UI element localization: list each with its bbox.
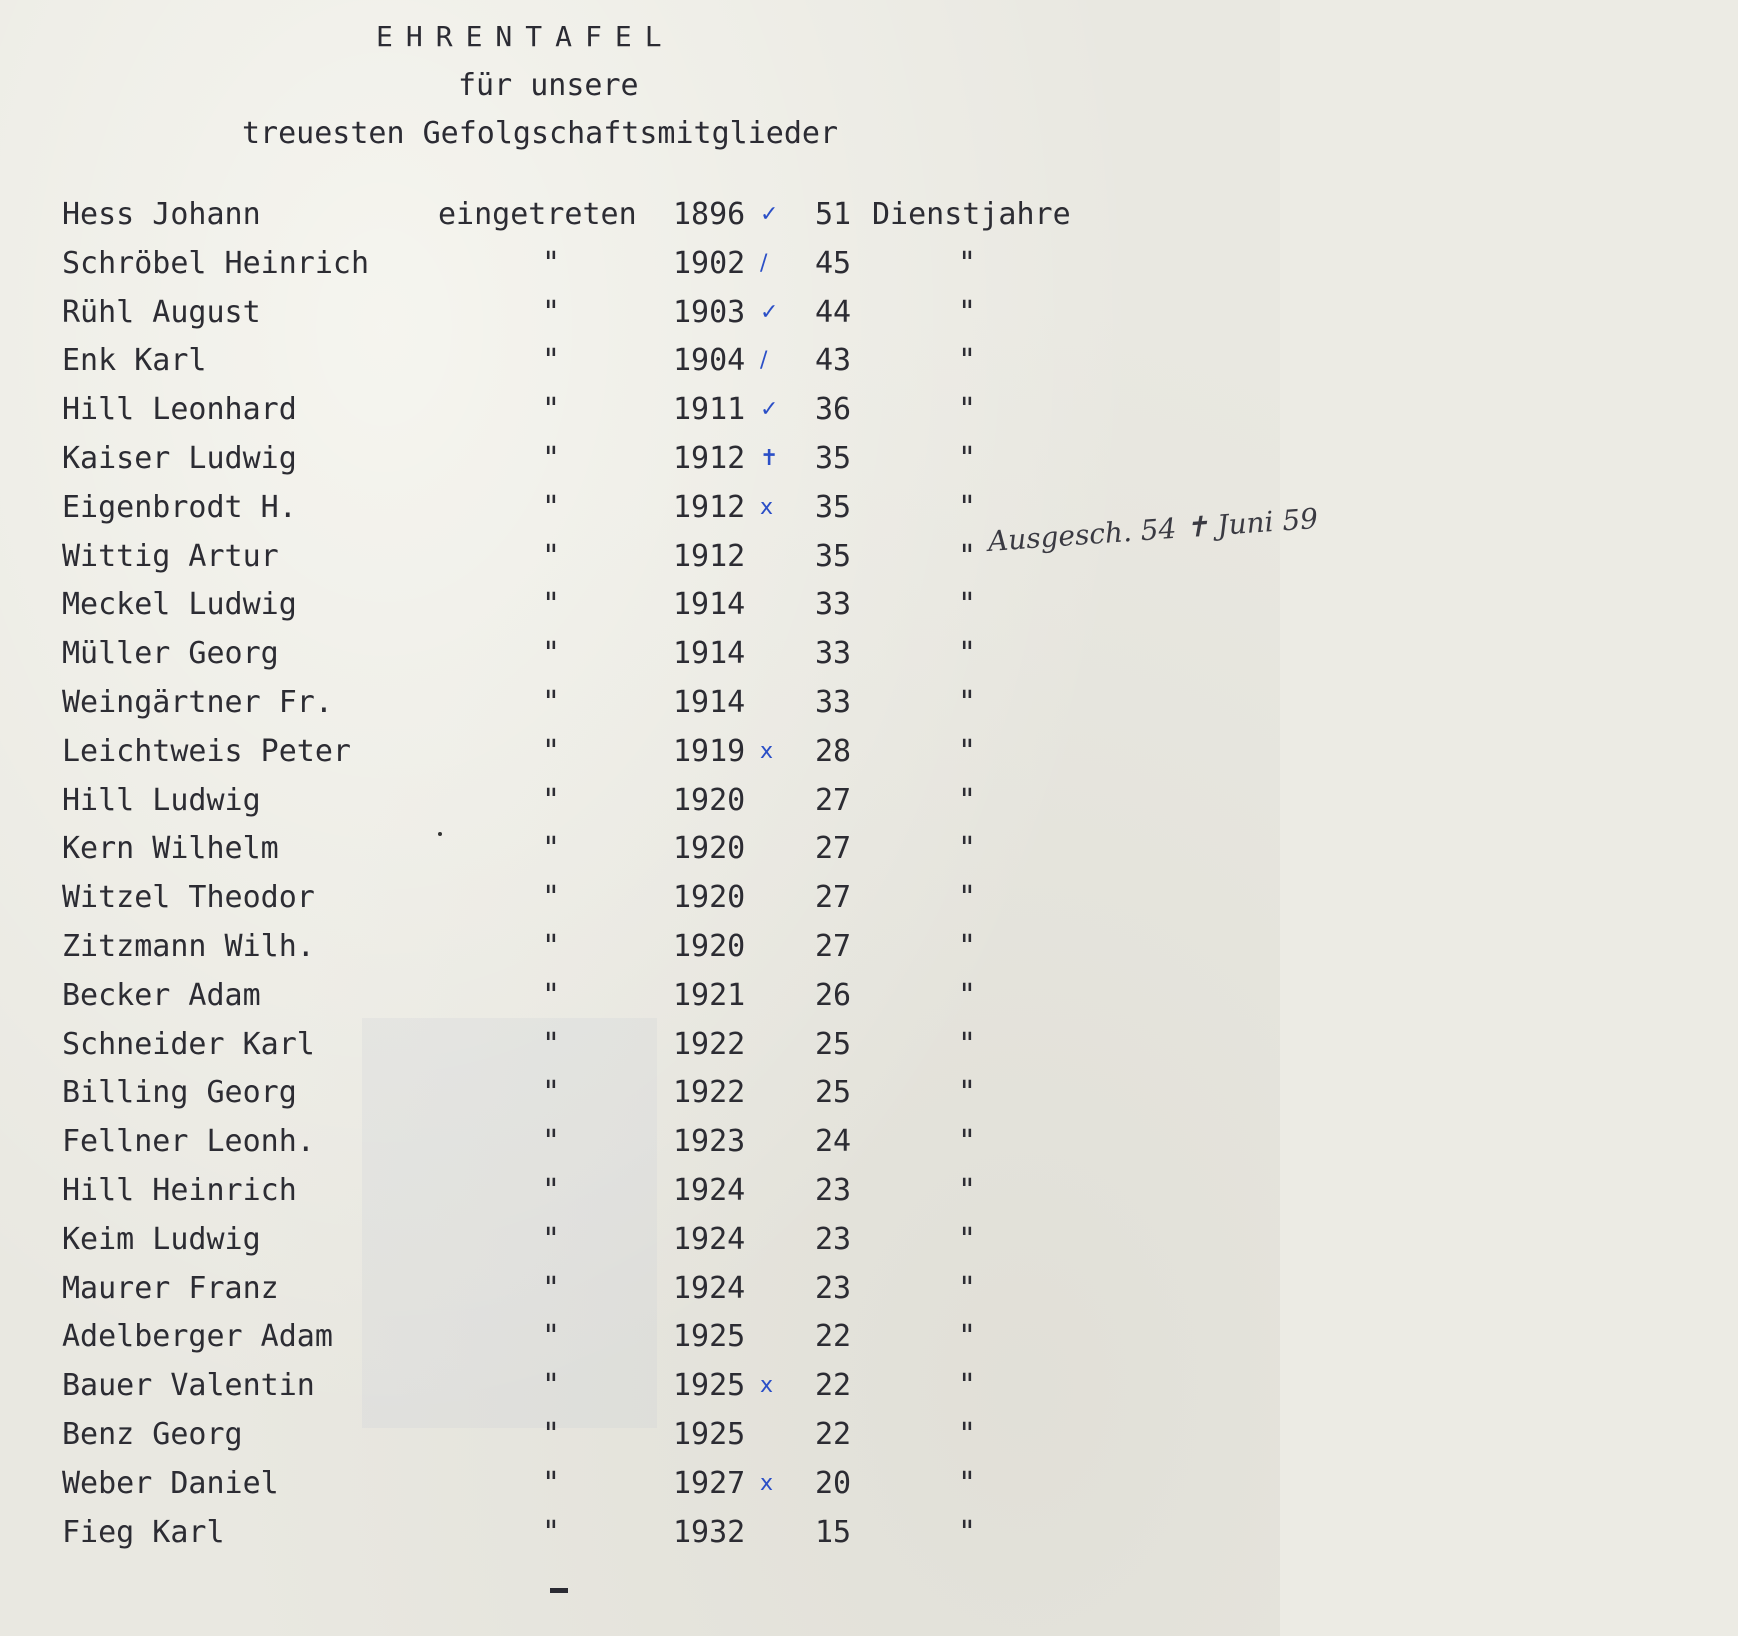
table-row	[0, 1218, 1280, 1262]
table-row	[0, 925, 1280, 969]
joined-label: "	[542, 977, 561, 1013]
service-unit: "	[958, 1173, 977, 1208]
service-years: 20	[815, 1465, 852, 1501]
joined-label: "	[542, 392, 561, 428]
service-years: 35	[815, 489, 852, 525]
pencil-mark: ✝	[760, 446, 779, 471]
table-row	[0, 1413, 1280, 1457]
service-unit: "	[958, 392, 977, 428]
joined-label: "	[542, 343, 561, 379]
service-years: 25	[815, 1075, 852, 1111]
member-name: Witzel Theodor	[62, 880, 315, 916]
member-name: Zitzmann Wilh.	[62, 929, 315, 964]
member-name: Fieg Karl	[62, 1514, 225, 1550]
service-unit: "	[958, 733, 977, 769]
entry-year: 1924	[673, 1173, 746, 1208]
service-years: 22	[815, 1319, 852, 1355]
entry-year: 1925	[673, 1319, 746, 1355]
joined-label: "	[542, 489, 561, 525]
entry-year: 1922	[673, 1026, 746, 1062]
service-years: 45	[815, 245, 852, 281]
table-row	[0, 193, 1280, 237]
entry-year: 1904	[673, 343, 746, 379]
document-title: EHRENTAFEL	[376, 20, 675, 53]
service-years: 22	[815, 1368, 852, 1404]
table-row	[0, 339, 1280, 383]
member-name: Benz Georg	[62, 1417, 243, 1452]
service-years: 44	[815, 294, 852, 330]
table-row	[0, 681, 1280, 725]
member-name: Schröbel Heinrich	[62, 245, 370, 281]
service-unit: "	[958, 587, 977, 623]
joined-label: "	[542, 1173, 561, 1208]
service-unit: "	[958, 1124, 977, 1160]
joined-label: eingetreten	[438, 197, 637, 232]
entry-year: 1902	[673, 245, 746, 281]
pencil-mark: /	[760, 348, 768, 374]
member-name: Keim Ludwig	[62, 1221, 261, 1257]
member-name: Weber Daniel	[62, 1465, 279, 1501]
pencil-mark: x	[760, 738, 774, 764]
service-unit: "	[958, 294, 977, 330]
entry-year: 1924	[673, 1270, 746, 1306]
member-name: Hess Johann	[62, 197, 261, 232]
member-name: Kaiser Ludwig	[62, 441, 297, 476]
table-row	[0, 437, 1280, 481]
pencil-mark: x	[760, 494, 774, 520]
service-unit: "	[958, 782, 977, 818]
member-name: Billing Georg	[62, 1075, 297, 1111]
pencil-mark: ✓	[760, 202, 779, 227]
table-row	[0, 242, 1280, 286]
member-name: Adelberger Adam	[62, 1319, 333, 1355]
service-unit: "	[958, 636, 977, 672]
entry-year: 1920	[673, 929, 746, 964]
entry-year: 1920	[673, 880, 746, 916]
service-unit: "	[958, 441, 977, 476]
joined-label: "	[542, 538, 561, 574]
joined-label: "	[542, 245, 561, 281]
service-unit: "	[958, 1368, 977, 1404]
entry-year: 1927	[673, 1465, 746, 1501]
page-end-dash	[550, 1588, 568, 1593]
table-row	[0, 1315, 1280, 1359]
service-years: 43	[815, 343, 852, 379]
member-name: Enk Karl	[62, 343, 207, 379]
joined-label: "	[542, 441, 561, 476]
entry-year: 1914	[673, 636, 746, 672]
service-years: 27	[815, 929, 852, 964]
entry-year: 1912	[673, 441, 746, 476]
table-row	[0, 1462, 1280, 1506]
service-unit: "	[958, 343, 977, 379]
entry-year: 1920	[673, 782, 746, 818]
service-years: 33	[815, 587, 852, 623]
subtitle-line-1: für unsere	[458, 68, 639, 103]
table-row	[0, 730, 1280, 774]
pencil-mark: ✓	[760, 299, 779, 325]
joined-label: "	[542, 1270, 561, 1306]
table-row	[0, 1023, 1280, 1067]
table-row	[0, 632, 1280, 676]
joined-label: "	[542, 1319, 561, 1355]
service-years: 27	[815, 831, 852, 867]
service-unit: "	[958, 1221, 977, 1257]
entry-year: 1920	[673, 831, 746, 867]
service-unit: "	[958, 489, 977, 525]
joined-label: "	[542, 733, 561, 769]
entry-year: 1921	[673, 977, 746, 1013]
joined-label: "	[542, 1124, 561, 1160]
joined-label: "	[542, 1221, 561, 1257]
service-years: 33	[815, 636, 852, 672]
service-years: 35	[815, 538, 852, 574]
entry-year: 1932	[673, 1514, 746, 1550]
joined-label: "	[542, 587, 561, 623]
service-unit: "	[958, 1514, 977, 1550]
service-unit: "	[958, 929, 977, 964]
entry-year: 1919	[673, 733, 746, 769]
table-row	[0, 827, 1280, 871]
entry-year: 1914	[673, 685, 746, 720]
joined-label: "	[542, 1026, 561, 1062]
member-name: Rühl August	[62, 294, 261, 330]
member-name: Becker Adam	[62, 977, 261, 1013]
member-name: Maurer Franz	[62, 1270, 279, 1306]
member-name: Fellner Leonh.	[62, 1124, 315, 1160]
joined-label: "	[542, 831, 561, 867]
service-years: 23	[815, 1221, 852, 1257]
entry-year: 1923	[673, 1124, 746, 1160]
pencil-mark: ✓	[760, 397, 779, 423]
handwritten-note: Ausgesch. 54 ✝ Juni 59	[986, 501, 1320, 558]
member-name: Weingärtner Fr.	[62, 685, 333, 720]
table-row	[0, 1511, 1280, 1555]
service-unit: "	[958, 977, 977, 1013]
service-unit: "	[958, 831, 977, 867]
member-name: Eigenbrodt H.	[62, 489, 297, 525]
service-years: 26	[815, 977, 852, 1013]
service-years: 23	[815, 1173, 852, 1208]
table-row	[0, 974, 1280, 1018]
table-row	[0, 291, 1280, 335]
joined-label: "	[542, 1075, 561, 1111]
service-years: 33	[815, 685, 852, 720]
service-unit: "	[958, 685, 977, 720]
entry-year: 1925	[673, 1417, 746, 1452]
service-years: 23	[815, 1270, 852, 1306]
entry-year: 1914	[673, 587, 746, 623]
table-row	[0, 1267, 1280, 1311]
table-row	[0, 1071, 1280, 1115]
service-unit: "	[958, 538, 977, 574]
service-unit: "	[958, 1075, 977, 1111]
pencil-mark: /	[760, 250, 768, 276]
service-unit: "	[958, 1270, 977, 1306]
service-unit: "	[958, 1026, 977, 1062]
entry-year: 1896	[673, 197, 746, 232]
entry-year: 1912	[673, 489, 746, 525]
service-years: 28	[815, 733, 852, 769]
service-unit: "	[958, 1319, 977, 1355]
entry-year: 1911	[673, 392, 746, 428]
ink-speck	[438, 832, 442, 836]
joined-label: "	[542, 782, 561, 818]
member-name: Bauer Valentin	[62, 1368, 315, 1404]
subtitle-line-2: treuesten Gefolgschaftsmitglieder	[242, 116, 839, 151]
entry-year: 1924	[673, 1221, 746, 1257]
table-row	[0, 388, 1280, 432]
table-row	[0, 1120, 1280, 1164]
member-name: Wittig Artur	[62, 538, 279, 574]
service-years: 27	[815, 782, 852, 818]
member-name: Hill Ludwig	[62, 782, 261, 818]
service-unit: "	[958, 1465, 977, 1501]
entry-year: 1912	[673, 538, 746, 574]
service-unit: "	[958, 245, 977, 281]
entry-year: 1903	[673, 294, 746, 330]
service-years: 15	[815, 1514, 852, 1550]
service-unit: "	[958, 1417, 977, 1452]
joined-label: "	[542, 1514, 561, 1550]
service-unit: Dienstjahre	[872, 197, 1071, 232]
member-name: Hill Leonhard	[62, 392, 297, 428]
service-years: 35	[815, 441, 852, 476]
joined-label: "	[542, 1368, 561, 1404]
service-years: 51	[815, 197, 852, 232]
service-years: 36	[815, 392, 852, 428]
joined-label: "	[542, 880, 561, 916]
joined-label: "	[542, 636, 561, 672]
service-years: 25	[815, 1026, 852, 1062]
entry-year: 1925	[673, 1368, 746, 1404]
joined-label: "	[542, 1417, 561, 1452]
entry-year: 1922	[673, 1075, 746, 1111]
table-row	[0, 583, 1280, 627]
joined-label: "	[542, 929, 561, 964]
member-name: Meckel Ludwig	[62, 587, 297, 623]
joined-label: "	[542, 685, 561, 720]
member-name: Leichtweis Peter	[62, 733, 351, 769]
table-row	[0, 779, 1280, 823]
joined-label: "	[542, 294, 561, 330]
member-name: Hill Heinrich	[62, 1173, 297, 1208]
joined-label: "	[542, 1465, 561, 1501]
service-years: 24	[815, 1124, 852, 1160]
service-years: 22	[815, 1417, 852, 1452]
service-years: 27	[815, 880, 852, 916]
member-name: Schneider Karl	[62, 1026, 315, 1062]
pencil-mark: x	[760, 1470, 774, 1496]
table-row	[0, 1169, 1280, 1213]
member-name: Müller Georg	[62, 636, 279, 672]
table-row	[0, 876, 1280, 920]
member-name: Kern Wilhelm	[62, 831, 279, 867]
pencil-mark: x	[760, 1373, 774, 1399]
table-row	[0, 1364, 1280, 1408]
service-unit: "	[958, 880, 977, 916]
